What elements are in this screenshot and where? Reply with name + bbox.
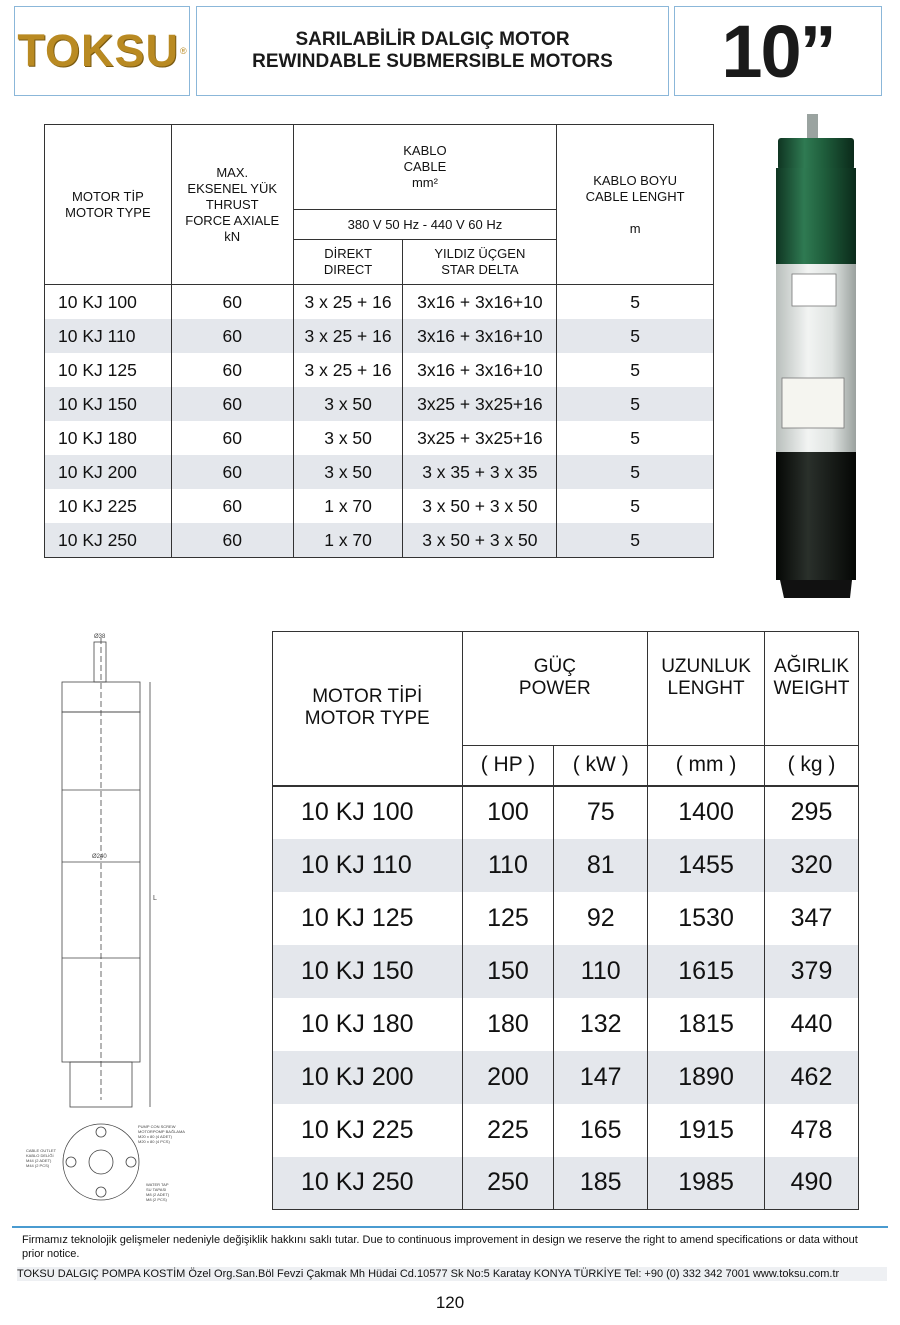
unit-mm: ( mm ) xyxy=(648,746,765,786)
table-row xyxy=(45,523,714,558)
table-cell: 3x16 + 3x16+10 xyxy=(403,353,557,387)
table-cell: 10 KJ 150 xyxy=(273,945,463,998)
motor-green-body xyxy=(776,168,856,266)
technical-drawing xyxy=(20,630,270,1210)
svg-text:M20 x 80 (4 PCS): M20 x 80 (4 PCS) xyxy=(138,1139,170,1144)
drawing-shaft xyxy=(94,642,106,682)
table-cell: 3x25 + 3x25+16 xyxy=(403,421,557,455)
svg-text:KABLO DELİĞİ: KABLO DELİĞİ xyxy=(26,1153,54,1158)
table-cell: 5 xyxy=(557,319,714,353)
table-cell: 10 KJ 110 xyxy=(273,839,463,892)
footer-address: TOKSU DALGIÇ POMPA KOSTİM Özel Org.San.Böl Fevzi Çakmak Mh Hüdai Cd.10577 Sk No:5 Karatay KONYA TÜRKİYE Tel: +90 (0) 332 342 7001 www.toksu.com.tr xyxy=(17,1267,887,1281)
motor-black-body xyxy=(776,452,856,580)
table-row xyxy=(273,1051,859,1104)
table-cell: 1985 xyxy=(648,1157,765,1210)
unit-hp: ( HP ) xyxy=(462,746,554,786)
table-cell: 1 x 70 xyxy=(293,523,403,558)
table-cell: 1530 xyxy=(648,892,765,945)
logo-box xyxy=(14,6,190,96)
table-cell: 200 xyxy=(462,1051,554,1104)
table-cell: 490 xyxy=(765,1157,859,1210)
table-cell: 110 xyxy=(554,945,648,998)
svg-text:M8 (2 ADET): M8 (2 ADET) xyxy=(146,1192,170,1197)
header-star-delta: YILDIZ ÜÇGEN STAR DELTA xyxy=(403,240,557,285)
svg-text:SU TAPASI: SU TAPASI xyxy=(146,1187,167,1192)
table-cell: 5 xyxy=(557,455,714,489)
motor-warning-plate xyxy=(782,378,844,428)
table-cell: 320 xyxy=(765,839,859,892)
registered-mark: ® xyxy=(180,46,187,56)
spec-table xyxy=(272,631,859,1210)
table-cell: 3 x 50 + 3 x 50 xyxy=(403,523,557,558)
table-cell: 225 xyxy=(462,1104,554,1157)
table-row xyxy=(45,285,714,320)
svg-text:M44 (2 ADET): M44 (2 ADET) xyxy=(26,1158,52,1163)
header-length: UZUNLUK LENGHT xyxy=(648,632,765,746)
toksu-logo: TOKSU xyxy=(17,25,180,76)
table-cell: 5 xyxy=(557,285,714,320)
table-cell: 10 KJ 110 xyxy=(45,319,172,353)
motor-top-flange xyxy=(778,138,854,170)
svg-text:CABLE OUTLET: CABLE OUTLET xyxy=(26,1148,57,1153)
table-cell: 3 x 50 xyxy=(293,387,403,421)
svg-text:M44 (2 PCS): M44 (2 PCS) xyxy=(26,1163,50,1168)
table-cell: 92 xyxy=(554,892,648,945)
title-english: REWINDABLE SUBMERSIBLE MOTORS xyxy=(252,51,613,72)
table-cell: 185 xyxy=(554,1157,648,1210)
table-row xyxy=(273,839,859,892)
table-cell: 3 x 35 + 3 x 35 xyxy=(403,455,557,489)
table-cell: 3x16 + 3x16+10 xyxy=(403,319,557,353)
motor-photo xyxy=(770,112,898,608)
header-direct: DİREKT DIRECT xyxy=(293,240,403,285)
table-row xyxy=(273,892,859,945)
header-motor-type: MOTOR TİP MOTOR TYPE xyxy=(45,125,172,285)
table-cell: 10 KJ 250 xyxy=(273,1157,463,1210)
table-cell: 3 x 50 xyxy=(293,421,403,455)
body-dimension: Ø240 xyxy=(92,854,107,860)
header-motor-type: MOTOR TİPİ MOTOR TYPE xyxy=(273,632,463,786)
length-dimension: L xyxy=(153,895,157,902)
table-row xyxy=(273,1104,859,1157)
table-row xyxy=(273,998,859,1051)
svg-text:M8 (2 PCS): M8 (2 PCS) xyxy=(146,1197,167,1202)
table-cell: 81 xyxy=(554,839,648,892)
table-cell: 3 x 25 + 16 xyxy=(293,285,403,320)
table-cell: 180 xyxy=(462,998,554,1051)
table-cell: 3x25 + 3x25+16 xyxy=(403,387,557,421)
svg-text:PUMP CON SCREW: PUMP CON SCREW xyxy=(138,1124,176,1129)
table-cell: 5 xyxy=(557,523,714,558)
motor-shaft xyxy=(807,114,818,140)
table-cell: 60 xyxy=(171,319,293,353)
table-cell: 295 xyxy=(765,786,859,839)
table-cell: 1915 xyxy=(648,1104,765,1157)
table-cell: 3 x 25 + 16 xyxy=(293,319,403,353)
table-cell: 10 KJ 100 xyxy=(45,285,172,320)
svg-text:WATER TAP: WATER TAP xyxy=(146,1182,169,1187)
table-row xyxy=(273,786,859,839)
drawing-bottom-view xyxy=(63,1124,139,1200)
table-row xyxy=(45,489,714,523)
table-cell: 100 xyxy=(462,786,554,839)
table-cell: 132 xyxy=(554,998,648,1051)
header-weight: AĞIRLIK WEIGHT xyxy=(765,632,859,746)
table-cell: 478 xyxy=(765,1104,859,1157)
table-cell: 10 KJ 100 xyxy=(273,786,463,839)
table-cell: 3 x 50 + 3 x 50 xyxy=(403,489,557,523)
table-row xyxy=(273,945,859,998)
cable-table xyxy=(44,124,714,558)
table-cell: 250 xyxy=(462,1157,554,1210)
table-cell: 1400 xyxy=(648,786,765,839)
table-cell: 10 KJ 200 xyxy=(45,455,172,489)
unit-kg: ( kg ) xyxy=(765,746,859,786)
table-cell: 5 xyxy=(557,489,714,523)
table-cell: 75 xyxy=(554,786,648,839)
unit-kw: ( kW ) xyxy=(554,746,648,786)
table-cell: 60 xyxy=(171,489,293,523)
table-cell: 60 xyxy=(171,421,293,455)
table-cell: 5 xyxy=(557,421,714,455)
table-cell: 150 xyxy=(462,945,554,998)
footer-divider xyxy=(12,1226,888,1228)
table-cell: 10 KJ 180 xyxy=(45,421,172,455)
header-cable: KABLO CABLE mm² xyxy=(293,125,557,210)
table-cell: 10 KJ 225 xyxy=(273,1104,463,1157)
header-power: GÜÇ POWER xyxy=(462,632,648,746)
table-row xyxy=(45,455,714,489)
shaft-dimension: Ø38 xyxy=(94,634,106,640)
svg-text:MOTORPOMP BAĞLAMA: MOTORPOMP BAĞLAMA xyxy=(138,1129,185,1134)
table-cell: 440 xyxy=(765,998,859,1051)
table-cell: 165 xyxy=(554,1104,648,1157)
page-number: 120 xyxy=(435,1293,465,1312)
table-cell: 10 KJ 200 xyxy=(273,1051,463,1104)
motor-feet xyxy=(780,580,852,598)
table-cell: 5 xyxy=(557,387,714,421)
table-cell: 1615 xyxy=(648,945,765,998)
table-row xyxy=(45,421,714,455)
header-voltage: 380 V 50 Hz - 440 V 60 Hz xyxy=(293,210,557,240)
table-row xyxy=(45,353,714,387)
table-cell: 1815 xyxy=(648,998,765,1051)
title-turkish: SARILABİLİR DALGIÇ MOTOR xyxy=(295,29,570,50)
table-cell: 10 KJ 180 xyxy=(273,998,463,1051)
table-cell: 60 xyxy=(171,455,293,489)
table-cell: 125 xyxy=(462,892,554,945)
table-row xyxy=(45,319,714,353)
table-cell: 3x16 + 3x16+10 xyxy=(403,285,557,320)
table-cell: 10 KJ 150 xyxy=(45,387,172,421)
header-cable-length: KABLO BOYU CABLE LENGHT m xyxy=(557,125,714,285)
table-cell: 60 xyxy=(171,387,293,421)
table-cell: 60 xyxy=(171,523,293,558)
svg-text:M20 x 80 (4 ADET): M20 x 80 (4 ADET) xyxy=(138,1134,173,1139)
table-cell: 60 xyxy=(171,353,293,387)
table-cell: 5 xyxy=(557,353,714,387)
table-cell: 3 x 50 xyxy=(293,455,403,489)
table-cell: 1 x 70 xyxy=(293,489,403,523)
table-cell: 347 xyxy=(765,892,859,945)
table-cell: 10 KJ 225 xyxy=(45,489,172,523)
motor-label-plate xyxy=(792,274,836,306)
table-cell: 10 KJ 125 xyxy=(273,892,463,945)
table-cell: 462 xyxy=(765,1051,859,1104)
motor-size: 10” xyxy=(721,9,835,93)
table-cell: 60 xyxy=(171,285,293,320)
table-cell: 10 KJ 125 xyxy=(45,353,172,387)
table-cell: 10 KJ 250 xyxy=(45,523,172,558)
table-cell: 3 x 25 + 16 xyxy=(293,353,403,387)
table-cell: 147 xyxy=(554,1051,648,1104)
table-row xyxy=(273,1157,859,1210)
size-box xyxy=(674,6,882,96)
title-box xyxy=(196,6,669,96)
header-thrust: MAX. EKSENEL YÜK THRUST FORCE AXIALE kN xyxy=(171,125,293,285)
table-cell: 1455 xyxy=(648,839,765,892)
table-cell: 379 xyxy=(765,945,859,998)
footer-notice: Firmamız teknolojik gelişmeler nedeniyle değişiklik hakkını saklı tutar. Due to continuous improvement in design we reserve the right to amend specifications or data without prior notice. xyxy=(22,1234,858,1260)
table-row xyxy=(45,387,714,421)
table-cell: 110 xyxy=(462,839,554,892)
table-cell: 1890 xyxy=(648,1051,765,1104)
